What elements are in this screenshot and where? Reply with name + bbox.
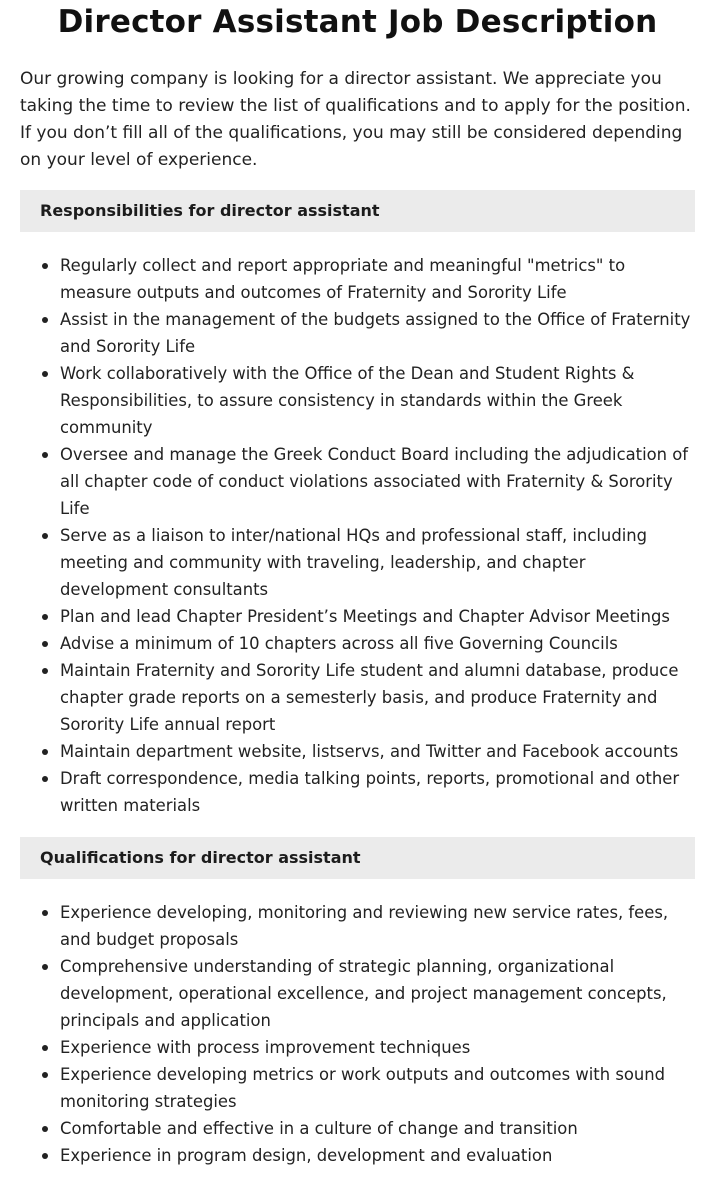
- qualifications-list: [20, 899, 695, 1169]
- qualifications-heading: Qualifications for director assistant: [20, 837, 695, 879]
- list-item-text: Assist in the management of the budgets assigned to the Office of Fraternity and Sorority Life: [60, 310, 691, 356]
- list-item: [60, 953, 695, 1034]
- bullet-icon: [42, 533, 48, 539]
- intro-paragraph: Our growing company is looking for a director assistant. We appreciate you taking the time to review the list of qualifications and to apply for the position. If you don’t fill all of the qualifications, you may still be considered depending on your level of experience.: [20, 69, 691, 170]
- list-item-text: Maintain department website, listservs, and Twitter and Facebook accounts: [60, 742, 679, 761]
- list-item: [60, 1061, 695, 1115]
- bullet-icon: [42, 371, 48, 377]
- responsibilities-heading: Responsibilities for director assistant: [20, 190, 695, 232]
- list-item: [60, 603, 695, 630]
- bullet-icon: [42, 910, 48, 916]
- bullet-icon: [42, 964, 48, 970]
- list-item: [60, 1142, 695, 1169]
- list-item-text: Maintain Fraternity and Sorority Life student and alumni database, produce chapter grade reports on a semesterly basis, and produce Fraternity and Sorority Life annual report: [60, 661, 679, 734]
- bullet-icon: [42, 1072, 48, 1078]
- bullet-icon: [42, 668, 48, 674]
- list-item-text: Oversee and manage the Greek Conduct Board including the adjudication of all chapter code of conduct violations associated with Fraternity & Sorority Life: [60, 445, 689, 518]
- list-item: [60, 306, 695, 360]
- list-item-text: Comfortable and effective in a culture of change and transition: [60, 1119, 578, 1138]
- bullet-icon: [42, 776, 48, 782]
- responsibilities-list: [20, 252, 695, 819]
- list-item: [60, 441, 695, 522]
- list-item-text: Experience in program design, development and evaluation: [60, 1146, 553, 1165]
- list-item-text: Regularly collect and report appropriate and meaningful "metrics" to measure outputs and outcomes of Fraternity and Sorority Life: [60, 256, 626, 302]
- bullet-icon: [42, 641, 48, 647]
- list-item: [60, 1034, 695, 1061]
- list-item-text: Draft correspondence, media talking points, reports, promotional and other written materials: [60, 769, 680, 815]
- bullet-icon: [42, 452, 48, 458]
- job-description: [20, 0, 695, 1169]
- bullet-icon: [42, 317, 48, 323]
- list-item-text: Comprehensive understanding of strategic planning, organizational development, operational excellence, and project management concepts, principals and application: [60, 957, 667, 1030]
- list-item: [60, 252, 695, 306]
- bullet-icon: [42, 614, 48, 620]
- bullet-icon: [42, 1045, 48, 1051]
- list-item-text: Work collaboratively with the Office of the Dean and Student Rights & Responsibilities, to assure consistency in standards within the Greek community: [60, 364, 635, 437]
- list-item-text: Serve as a liaison to inter/national HQs and professional staff, including meeting and community with traveling, leadership, and chapter development consultants: [60, 526, 648, 599]
- list-item-text: Plan and lead Chapter President’s Meetings and Chapter Advisor Meetings: [60, 607, 670, 626]
- page-title: Director Assistant Job Description: [57, 4, 658, 40]
- list-item: [60, 765, 695, 819]
- list-item-text: Experience developing, monitoring and reviewing new service rates, fees, and budget proposals: [60, 903, 669, 949]
- list-item: [60, 360, 695, 441]
- list-item: [60, 738, 695, 765]
- bullet-icon: [42, 1153, 48, 1159]
- list-item-text: Experience developing metrics or work outputs and outcomes with sound monitoring strategies: [60, 1065, 666, 1111]
- list-item: [60, 657, 695, 738]
- bullet-icon: [42, 263, 48, 269]
- list-item-text: Experience with process improvement techniques: [60, 1038, 471, 1057]
- list-item: [60, 1115, 695, 1142]
- bullet-icon: [42, 749, 48, 755]
- list-item-text: Advise a minimum of 10 chapters across all five Governing Councils: [60, 634, 618, 653]
- list-item: [60, 630, 695, 657]
- list-item: [60, 522, 695, 603]
- list-item: [60, 899, 695, 953]
- bullet-icon: [42, 1126, 48, 1132]
